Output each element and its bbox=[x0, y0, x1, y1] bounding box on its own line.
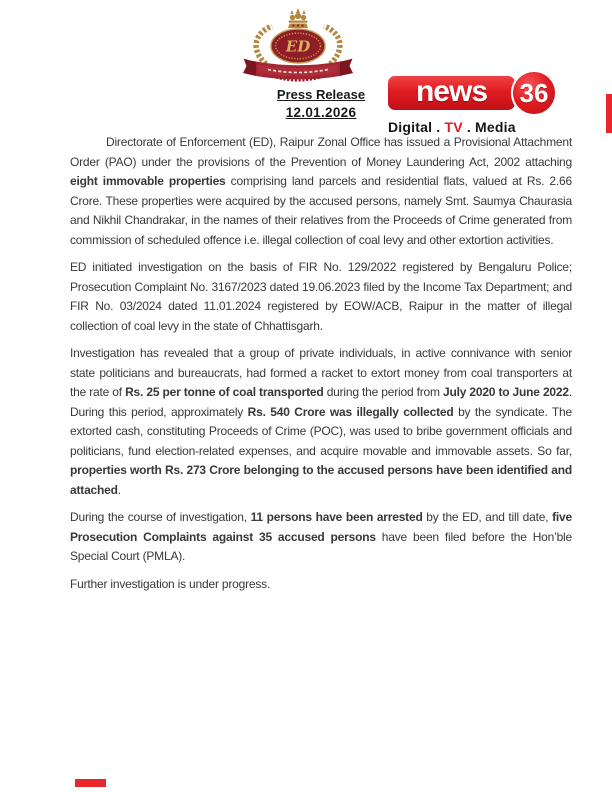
press-release-paragraph bbox=[70, 258, 572, 336]
press-release-paragraph bbox=[70, 133, 572, 250]
paragraph-text-run: . bbox=[117, 482, 121, 497]
ed-monogram: ED bbox=[285, 37, 311, 56]
press-release-date: 12.01.2026 bbox=[285, 105, 357, 120]
tagline-run: TV bbox=[444, 119, 463, 135]
paragraph-text-run: ED initiated investigation on the basis of FIR No. 129/2022 registered by Bengaluru Police; Prosecution Complaint No. 3167/2023 dated 19.06.2023 filed by the Income Tax Department; and FIR No. 03/2024 dated 11.01.2024 registered by EOW/ACB, Raipur in the matter of illegal collection of coal levy in the state of Chhattisgarh. bbox=[70, 260, 572, 333]
paragraph-text-run: Further investigation is under progress. bbox=[70, 576, 271, 591]
paragraph-text-run: Directorate of Enforcement (ED), Raipur Zonal Office has issued a Provisional Attachment Order (PAO) under the provisions of the Prevention of Money Laundering Act, 2002 attaching bbox=[70, 135, 572, 169]
paragraph-bold-run: 11 persons have been arrested bbox=[250, 510, 423, 524]
paragraph-text-run: during the period from bbox=[323, 385, 443, 399]
ashoka-capital-icon bbox=[288, 8, 308, 28]
tagline-run: Digital . bbox=[388, 119, 445, 135]
ed-emblem bbox=[242, 6, 354, 86]
press-release-paragraph bbox=[70, 344, 572, 500]
ed-emblem-graphic bbox=[242, 6, 354, 86]
press-release-body bbox=[70, 133, 572, 602]
tagline-run: . Media bbox=[462, 119, 516, 135]
news36-number-badge bbox=[511, 70, 557, 116]
paragraph-text-run: During the course of investigation, bbox=[70, 510, 251, 524]
news36-wordmark bbox=[388, 76, 515, 110]
paragraph-text-run: by the ED, and till date, bbox=[422, 510, 553, 524]
press-release-paragraph bbox=[70, 508, 572, 567]
news36-logo bbox=[388, 68, 578, 135]
news36-word: news bbox=[415, 75, 488, 108]
paragraph-text-run: by the syndicate. The extorted cash, constituting Proceeds of Crime (POC), was used to bribe government officials and politicians, fund election-related expenses, and acquire movable and immovable assets. So far, bbox=[70, 404, 573, 458]
paragraph-bold-run: July 2020 to June 2022 bbox=[443, 385, 569, 399]
paragraph-bold-run: properties worth Rs. 273 Crore belonging to the accused persons have been identified and attached bbox=[70, 463, 572, 497]
paragraph-text-run: comprising land parcels and residential flats, valued at Rs. 2.66 Crore. These properties were acquired by the accused persons, namely Smt. Saumya Chaurasia and Nikhil Chandrakar, in the names of their relatives from the Proceeds of Crime generated from commission of scheduled offence i.e. illegal collection of coal levy and other extortion activities. bbox=[70, 174, 572, 247]
press-release-paragraph bbox=[70, 575, 572, 595]
paragraph-bold-run: Rs. 540 Crore was illegally collected bbox=[247, 404, 454, 419]
paragraph-text-run: . During this period, approximately bbox=[70, 385, 572, 419]
news36-number: 36 bbox=[519, 78, 549, 108]
paragraph-text-run: Investigation has revealed that a group of private individuals, in active connivance with senior state politicians and bureaucrats, had formed a racket to extort money from coal transporters at the rate of bbox=[70, 346, 572, 399]
paragraph-bold-run: five Prosecution Complaints against 35 accused persons bbox=[70, 510, 572, 544]
press-release-title: Press Release bbox=[276, 87, 366, 102]
paragraph-bold-run: eight immovable properties bbox=[70, 174, 226, 188]
paragraph-bold-run: Rs. 25 per tonne of coal transported bbox=[125, 385, 324, 399]
red-accent-right bbox=[606, 94, 612, 133]
paragraph-text-run: have been filed before the Hon’ble Special Court (PMLA). bbox=[70, 529, 572, 563]
news36-wordmark-row bbox=[388, 68, 578, 116]
red-accent-bottom bbox=[75, 779, 106, 787]
